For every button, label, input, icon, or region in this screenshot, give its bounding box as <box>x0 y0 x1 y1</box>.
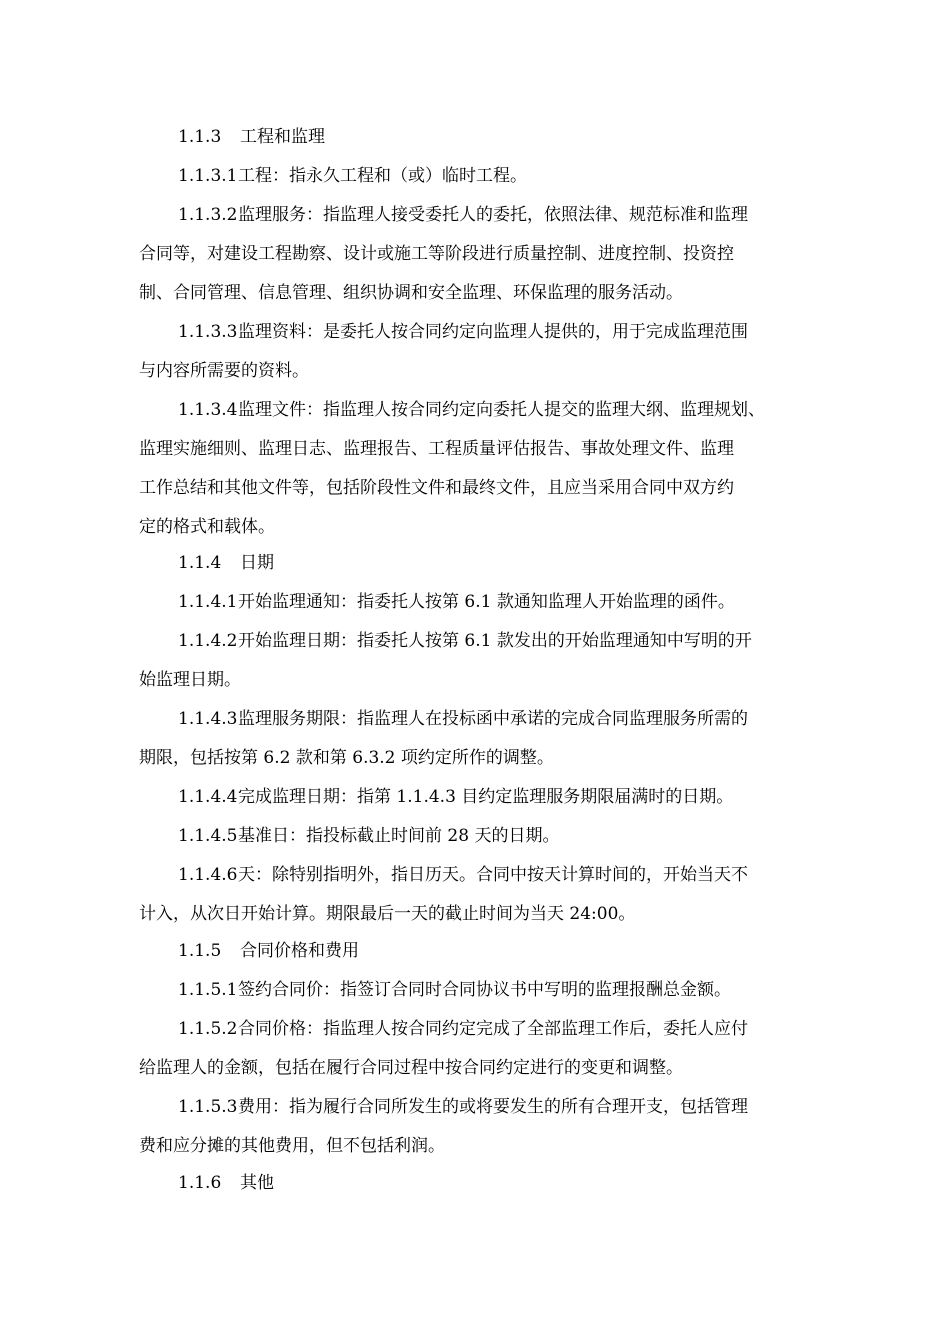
section-heading <box>178 548 274 578</box>
clause-continuation: 与内容所需要的资料。 <box>139 361 309 381</box>
clause-number: 1.1.3.3 <box>178 322 238 342</box>
clause-continuation: 定的格式和载体。 <box>139 517 275 537</box>
section-number: 1.1.6 <box>178 1173 222 1193</box>
section-heading <box>178 122 325 152</box>
section-title: 其他 <box>240 1173 274 1193</box>
clause-line <box>178 395 765 425</box>
clause-text: 完成监理日期：指第 1.1.4.3 目约定监理服务期限届满时的日期。 <box>238 787 734 807</box>
clause-number: 1.1.4.2 <box>178 631 238 651</box>
clause-line <box>178 1014 748 1044</box>
clause-number: 1.1.4.5 <box>178 826 238 846</box>
clause-line <box>178 587 735 617</box>
clause-text: 监理资料：是委托人按合同约定向监理人提供的，用于完成监理范围 <box>238 322 748 342</box>
clause-line <box>178 161 527 191</box>
clause-text: 监理文件：指监理人按合同约定向委托人提交的监理大纲、监理规划、 <box>238 400 765 420</box>
clause-text: 合同价格：指监理人按合同约定完成了全部监理工作后，委托人应付 <box>238 1019 748 1039</box>
clause-number: 1.1.4.3 <box>178 709 238 729</box>
clause-number: 1.1.5.2 <box>178 1019 238 1039</box>
clause-text: 费用：指为履行合同所发生的或将要发生的所有合理开支，包括管理 <box>238 1097 748 1117</box>
clause-line <box>178 975 731 1005</box>
clause-continuation: 工作总结和其他文件等，包括阶段性文件和最终文件，且应当采用合同中双方约 <box>139 478 734 498</box>
clause-continuation: 给监理人的金额，包括在履行合同过程中按合同约定进行的变更和调整。 <box>139 1058 683 1078</box>
clause-number: 1.1.3.2 <box>178 205 238 225</box>
clause-continuation: 制、合同管理、信息管理、组织协调和安全监理、环保监理的服务活动。 <box>139 283 683 303</box>
clause-text: 开始监理日期：指委托人按第 6.1 款发出的开始监理通知中写明的开 <box>238 631 752 651</box>
clause-number: 1.1.3.1 <box>178 166 238 186</box>
clause-continuation: 监理实施细则、监理日志、监理报告、工程质量评估报告、事故处理文件、监理 <box>139 439 734 459</box>
clause-line <box>178 860 748 890</box>
section-title: 工程和监理 <box>240 127 325 147</box>
clause-number: 1.1.5.3 <box>178 1097 238 1117</box>
clause-continuation: 期限，包括按第 6.2 款和第 6.3.2 项约定所作的调整。 <box>139 748 554 768</box>
clause-text: 开始监理通知：指委托人按第 6.1 款通知监理人开始监理的函件。 <box>238 592 735 612</box>
clause-number: 1.1.5.1 <box>178 980 238 1000</box>
clause-text: 工程：指永久工程和（或）临时工程。 <box>238 166 527 186</box>
section-title: 合同价格和费用 <box>240 941 359 961</box>
clause-number: 1.1.4.4 <box>178 787 238 807</box>
clause-line <box>178 704 748 734</box>
clause-text: 基准日：指投标截止时间前 28 天的日期。 <box>238 826 560 846</box>
clause-line <box>178 626 752 656</box>
section-number: 1.1.4 <box>178 553 222 573</box>
clause-line <box>178 200 748 230</box>
section-title: 日期 <box>240 553 274 573</box>
section-number: 1.1.5 <box>178 941 222 961</box>
clause-line <box>178 1092 748 1122</box>
clause-continuation: 计入，从次日开始计算。期限最后一天的截止时间为当天 24:00。 <box>139 904 636 924</box>
section-heading <box>178 1168 274 1198</box>
clause-text: 监理服务期限：指监理人在投标函中承诺的完成合同监理服务所需的 <box>238 709 748 729</box>
clause-text: 天：除特别指明外，指日历天。合同中按天计算时间的，开始当天不 <box>238 865 748 885</box>
clause-continuation: 合同等，对建设工程勘察、设计或施工等阶段进行质量控制、进度控制、投资控 <box>139 244 734 264</box>
clause-line <box>178 821 559 851</box>
clause-number: 1.1.4.6 <box>178 865 238 885</box>
section-number: 1.1.3 <box>178 127 222 147</box>
clause-text: 监理服务：指监理人接受委托人的委托，依照法律、规范标准和监理 <box>238 205 748 225</box>
clause-number: 1.1.4.1 <box>178 592 238 612</box>
clause-continuation: 费和应分摊的其他费用，但不包括利润。 <box>139 1136 445 1156</box>
clause-number: 1.1.3.4 <box>178 400 238 420</box>
clause-text: 签约合同价：指签订合同时合同协议书中写明的监理报酬总金额。 <box>238 980 731 1000</box>
section-heading <box>178 936 359 966</box>
clause-line <box>178 782 733 812</box>
clause-line <box>178 317 748 347</box>
clause-continuation: 始监理日期。 <box>139 670 241 690</box>
